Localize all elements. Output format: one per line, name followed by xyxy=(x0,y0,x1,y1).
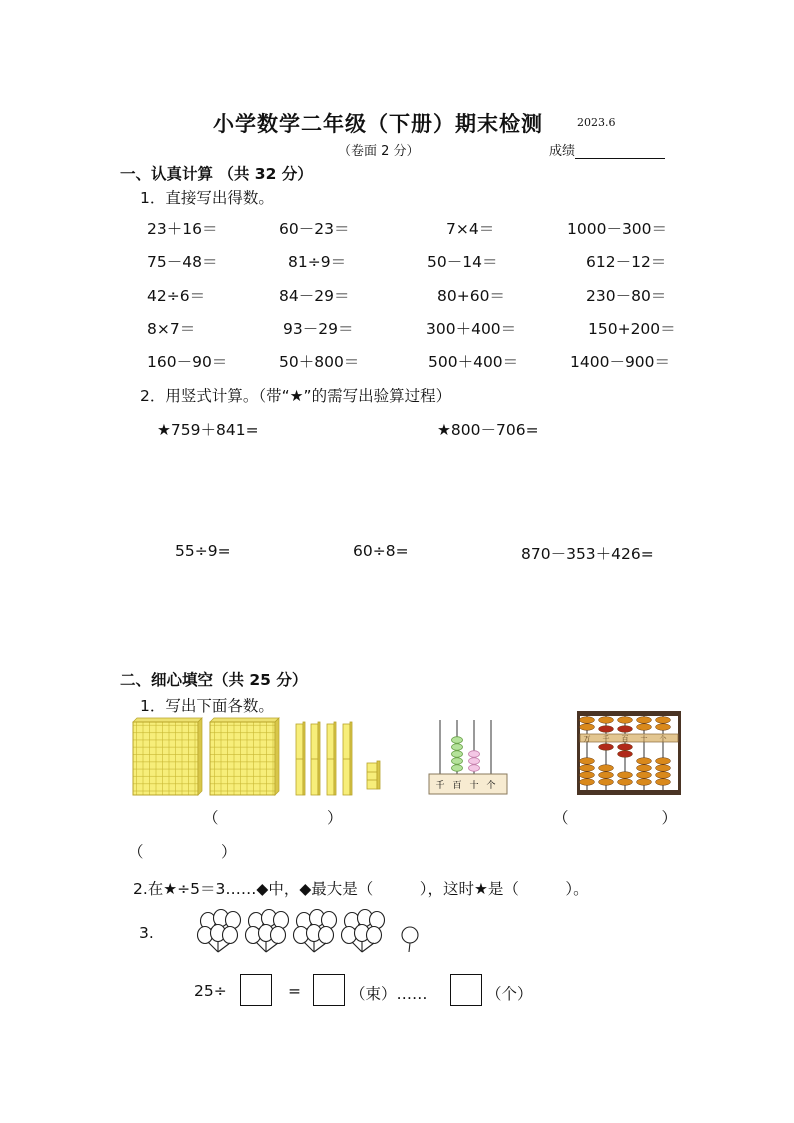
calc-item: 23＋16＝ xyxy=(147,220,218,238)
section1-heading: 一、认真计算 （共 32 分） xyxy=(120,165,313,183)
base-ten-blocks-image xyxy=(130,718,390,798)
calc-item: 612－12＝ xyxy=(586,253,667,271)
calc-item: 42÷6＝ xyxy=(147,287,206,305)
abacus-image xyxy=(575,710,685,798)
quotient-answer-box[interactable] xyxy=(313,974,345,1006)
exam-date: 2023.6 xyxy=(577,116,616,129)
section2-heading: 二、细心填空（共 25 分） xyxy=(120,671,308,689)
calc-item: 93－29＝ xyxy=(283,320,354,338)
abacus-place-label: 个 xyxy=(659,735,667,743)
calc-item: 7×4＝ xyxy=(446,220,495,238)
equation-unit-bunch: （束）…… xyxy=(350,985,428,1003)
score-note: （卷面 2 分） xyxy=(338,144,420,159)
vertical-calc: 870－353＋426= xyxy=(521,545,654,563)
abacus-place-label: 百 xyxy=(621,735,629,743)
single-balloon-icon xyxy=(402,927,418,952)
calc-item: 80+60＝ xyxy=(437,287,505,305)
page-title: 小学数学二年级（下册）期末检测 xyxy=(213,112,543,136)
calc-item: 81÷9＝ xyxy=(288,253,347,271)
unit-cube-icon xyxy=(367,761,380,789)
calc-item: 50＋800＝ xyxy=(279,353,360,371)
grade-blank[interactable] xyxy=(575,144,665,159)
calc-item: 50－14＝ xyxy=(427,253,498,271)
calc-item: 230－80＝ xyxy=(586,287,667,305)
q2-label: 2．用竖式计算。（带“★”的需写出验算过程） xyxy=(140,387,452,405)
s2-q3-label: 3. xyxy=(139,924,154,942)
vertical-calc: 60÷8= xyxy=(353,542,409,560)
abacus-place-label: 千 xyxy=(435,781,445,791)
balloon-bunch-icon xyxy=(246,910,289,953)
divisor-answer-box[interactable] xyxy=(240,974,272,1006)
hundred-block-icon xyxy=(133,718,202,795)
hundred-block-icon xyxy=(210,718,279,795)
grade-label: 成绩 xyxy=(549,144,576,159)
abacus-place-label: 百 xyxy=(452,781,462,791)
balloon-bunch-icon xyxy=(294,910,337,953)
calc-item: 300＋400＝ xyxy=(426,320,517,338)
abacus-place-label: 千 xyxy=(602,735,610,743)
q1-label: 1．直接写出得数。 xyxy=(140,189,274,207)
s2-q2-text: 2.在★÷5＝3……◆中，◆最大是（ ），这时★是（ ）。 xyxy=(133,880,589,898)
calc-item: 60－23＝ xyxy=(279,220,350,238)
vertical-calc: ★800－706= xyxy=(437,421,539,439)
calc-item: 1400－900＝ xyxy=(570,353,671,371)
ten-rod-icon xyxy=(327,722,336,795)
ten-rod-icon xyxy=(343,722,352,795)
calc-item: 500＋400＝ xyxy=(428,353,519,371)
balloon-bunch-icon xyxy=(342,910,385,953)
abacus-place-label: 万 xyxy=(583,735,591,743)
grade-field[interactable] xyxy=(549,140,665,159)
ten-rod-icon xyxy=(311,722,320,795)
calc-item: 75－48＝ xyxy=(147,253,218,271)
answer-blank-1[interactable]: （ ） xyxy=(203,809,343,827)
abacus-place-label: 十 xyxy=(469,781,479,791)
calc-item: 84－29＝ xyxy=(279,287,350,305)
answer-blank-3[interactable]: （ ） xyxy=(128,843,237,861)
equation-start: 25÷ xyxy=(194,982,227,1000)
remainder-answer-box[interactable] xyxy=(450,974,482,1006)
calc-item: 150+200＝ xyxy=(588,320,676,338)
balloons-image xyxy=(196,908,426,956)
balloon-bunch-icon xyxy=(198,910,241,953)
vertical-calc: 55÷9= xyxy=(175,542,231,560)
calc-item: 8×7＝ xyxy=(147,320,196,338)
equation-unit-piece: （个） xyxy=(486,985,533,1003)
vertical-calc: ★759＋841= xyxy=(157,421,259,439)
calc-item: 1000－300＝ xyxy=(567,220,668,238)
abacus-place-label: 十 xyxy=(640,735,648,743)
abacus-place-label: 个 xyxy=(486,781,496,791)
calc-item: 160－90＝ xyxy=(147,353,228,371)
counting-frame-image xyxy=(425,718,510,798)
ten-rod-icon xyxy=(296,722,305,795)
answer-blank-2[interactable]: （ ） xyxy=(553,809,678,827)
s2-q1-label: 1．写出下面各数。 xyxy=(140,697,274,715)
equation-equals: = xyxy=(288,982,301,1000)
